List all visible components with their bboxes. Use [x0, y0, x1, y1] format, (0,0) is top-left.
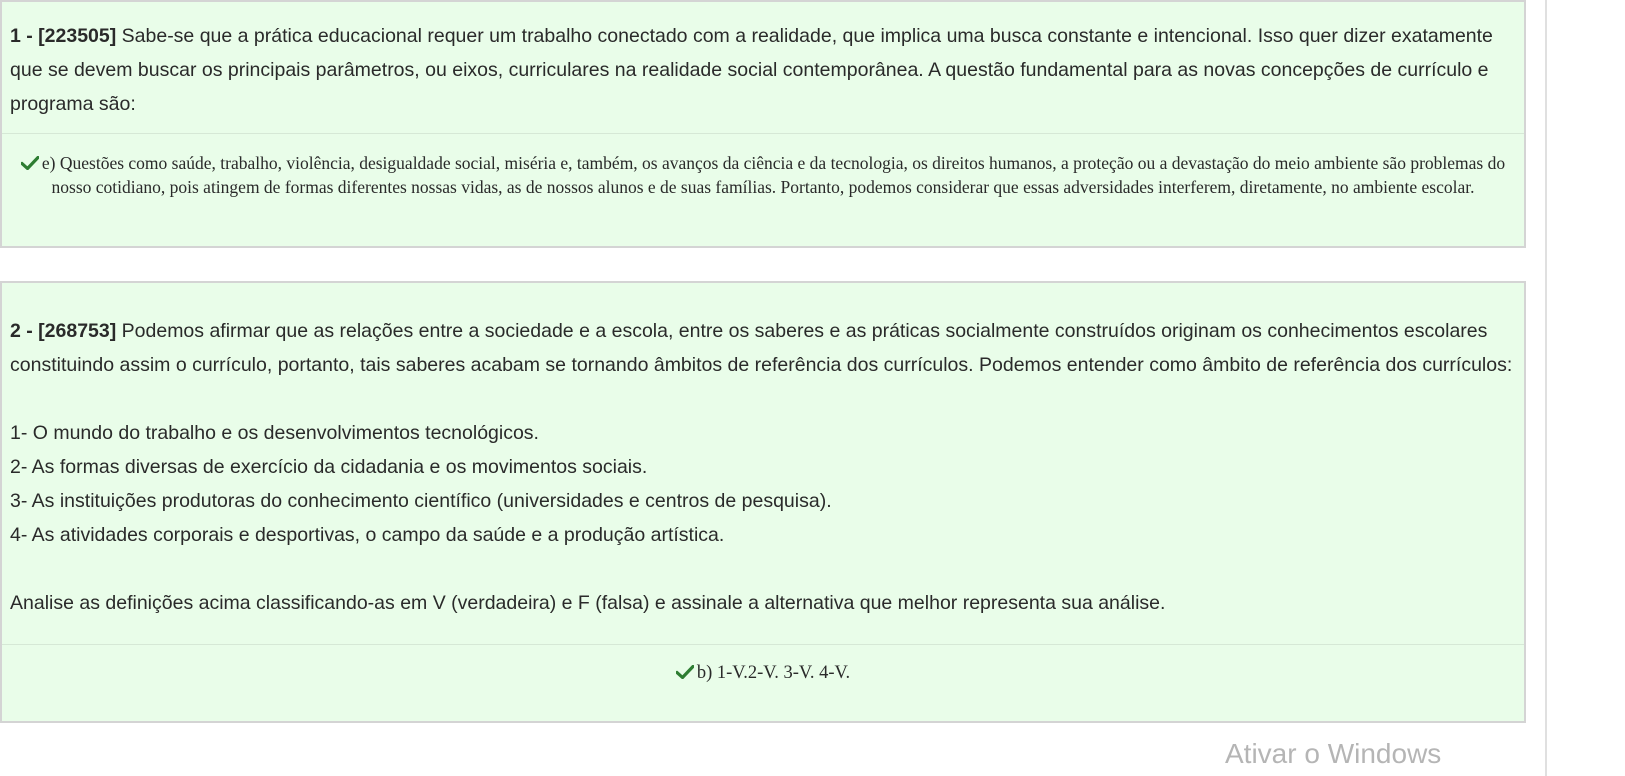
list-item: 3- As instituições produtoras do conhecimento científico (universidades e centros de pesquisa).: [10, 490, 832, 512]
scrollbar-track[interactable]: [1545, 0, 1625, 776]
question-number: 1 - [223505]: [10, 25, 117, 47]
list-item: 4- As atividades corporais e desportivas, o campo da saúde e a produção artística.: [10, 524, 725, 546]
question-card-1: [0, 0, 1526, 248]
question-body: [10, 314, 1524, 382]
answer: [2, 645, 1524, 685]
answer-text: b) 1-V.2-V. 3-V. 4-V.: [696, 663, 851, 683]
check-icon: [676, 665, 694, 679]
question-statement: Podemos afirmar que as relações entre a sociedade e a escola, entre os saberes e as práticas socialmente construídos originam os conhecimentos escolares constituindo assim o currículo, portanto, tais saberes acabam se tornando âmbitos de referência dos currículos. Podemos entender como âmbito de referência dos currículos:: [10, 320, 1513, 376]
question-text: [2, 2, 1524, 133]
spacer: [10, 620, 1524, 644]
answer-text: e) Questões como saúde, trabalho, violência, desigualdade social, miséria e, também, os avanços da ciência e da tecnologia, os direitos humanos, a proteção ou a devastação do meio ambiente são problemas do nosso cotidiano, pois atingem de formas diferentes nossas vidas, as de nossos alunos e de suas famílias. Portanto, podemos considerar que essas adversidades interferem, diretamente, no ambiente escolar.: [41, 153, 1506, 197]
list-item: 2- As formas diversas de exercício da cidadania e os movimentos sociais.: [10, 456, 648, 478]
question-instruction: Analise as definições acima classificando-as em V (verdadeira) e F (falsa) e assinale a alternativa que melhor representa sua análise.: [10, 592, 1166, 614]
list-item: 1- O mundo do trabalho e os desenvolvimentos tecnológicos.: [10, 422, 539, 444]
answer: [2, 134, 1524, 199]
scrollbar[interactable]: [1545, 0, 1625, 776]
question-card-2: [0, 281, 1526, 723]
spacer: [10, 382, 1524, 416]
question-statement: Sabe-se que a prática educacional requer um trabalho conectado com a realidade, que implica uma busca constante e intencional. Isso quer dizer exatamente que se devem buscar os principais parâmetros, ou eixos, curriculares na realidade social contemporânea. A questão fundamental para as novas concepções de currículo e programa são:: [10, 25, 1493, 115]
question-text: [2, 283, 1524, 644]
items-list: [10, 416, 1524, 552]
check-icon: [21, 156, 39, 170]
windows-activation-watermark: Ativar o Windows: [1225, 738, 1442, 769]
question-number: 2 - [268753]: [10, 320, 117, 342]
spacer: [10, 552, 1524, 586]
